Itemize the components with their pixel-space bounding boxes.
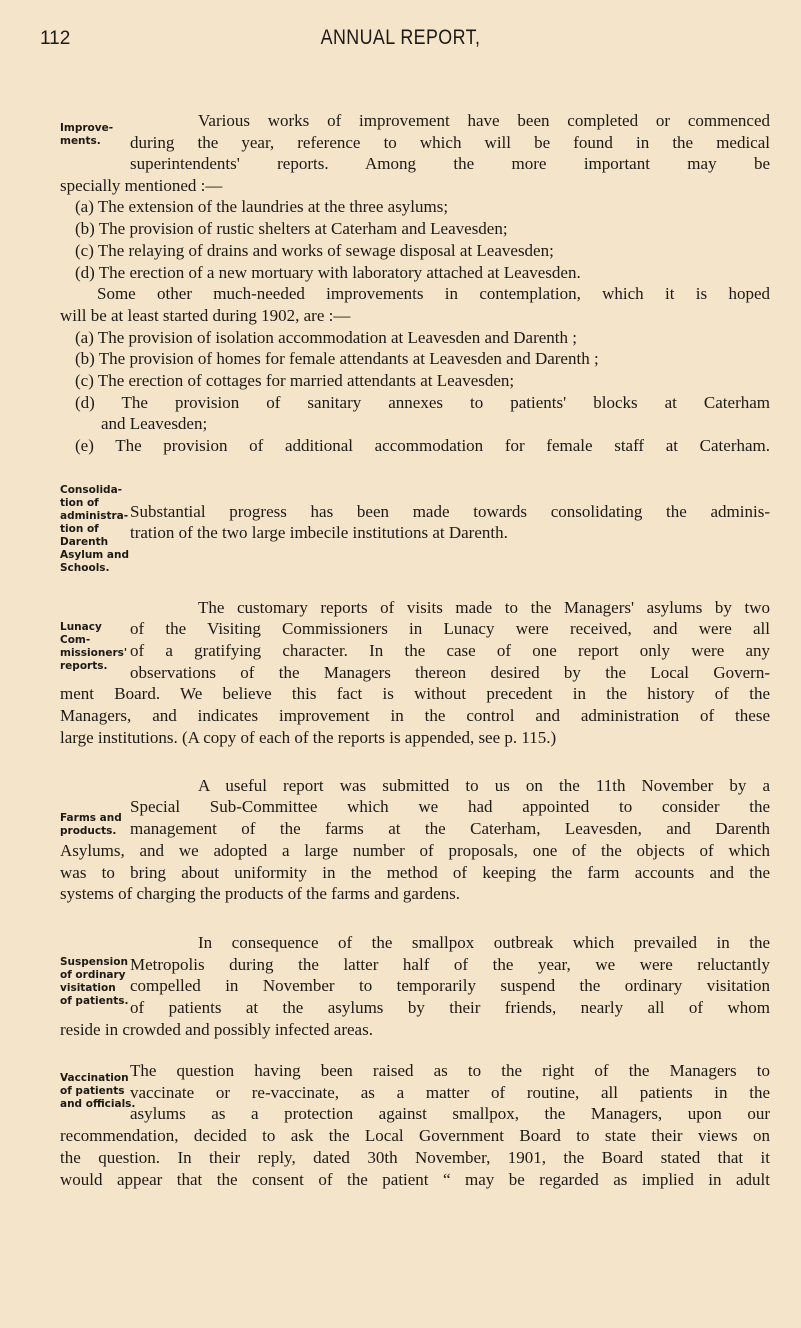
text-line: vaccinate or re-vaccinate, as a matter of routine, all patients in the <box>130 1083 770 1102</box>
margin-note-line: tion of <box>60 497 99 509</box>
margin-note-line: Suspension <box>60 956 128 968</box>
text-line: In consequence of the smallpox outbreak which prevailed in the <box>198 933 770 952</box>
text-line: (d) The provision of sanitary annexes to patients' blocks at Caterham <box>75 393 770 412</box>
margin-note-line: and officials. <box>60 1098 136 1110</box>
text-line: reside in crowded and possibly infected areas. <box>60 1020 373 1039</box>
text-line: Managers, and indicates improvement in the control and administration of these <box>60 706 770 725</box>
margin-note-line: Vaccination <box>60 1072 129 1084</box>
text-line: during the year, reference to which will be found in the medical <box>130 133 770 152</box>
text-line: ment Board. We believe this fact is without precedent in the history of the <box>60 684 770 703</box>
text-line: Asylums, and we adopted a large number of proposals, one of the objects of which <box>60 841 770 860</box>
margin-note-line: Improve- <box>60 122 114 134</box>
text-line: The question having been raised as to the right of the Managers to <box>130 1061 770 1080</box>
margin-note-line: reports. <box>60 660 108 672</box>
text-line: large institutions. (A copy of each of the reports is appended, see p. 115.) <box>60 728 557 747</box>
text-line: asylums as a protection against smallpox, the Managers, upon our <box>130 1104 770 1123</box>
text-line: A useful report was submitted to us on the 11th November by a <box>198 776 770 795</box>
margin-note-line: Com- <box>60 634 91 646</box>
text-line: Special Sub-Committee which we had appointed to consider the <box>130 797 770 816</box>
margin-note-line: Lunacy <box>60 621 102 633</box>
margin-note-suspension-of-visitation <box>60 956 129 1008</box>
page-number: 112 <box>40 28 71 49</box>
margin-note-line: products. <box>60 825 117 837</box>
text-line: Some other much-needed improvements in contemplation, which it is hoped <box>97 284 770 303</box>
text-line: of patients at the asylums by their friends, nearly all of whom <box>130 998 770 1017</box>
text-line: Various works of improvement have been completed or commenced <box>198 111 770 130</box>
margin-note-line: of patients <box>60 1085 125 1097</box>
text-line: (a) The provision of isolation accommodation at Leavesden and Darenth ; <box>75 328 577 347</box>
text-line: compelled in November to temporarily suspend the ordinary visitation <box>130 976 770 995</box>
text-line: (b) The provision of homes for female attendants at Leavesden and Darenth ; <box>75 349 599 368</box>
margin-note-line: administra- <box>60 510 129 522</box>
text-line: would appear that the consent of the patient “ may be regarded as implied in adult <box>60 1170 770 1189</box>
text-line: systems of charging the products of the farms and gardens. <box>60 884 461 903</box>
text-line: (c) The relaying of drains and works of sewage disposal at Leavesden; <box>75 241 554 260</box>
text-line: The customary reports of visits made to the Managers' asylums by two <box>198 598 770 617</box>
margin-note-consolidation <box>60 484 129 575</box>
text-line: recommendation, decided to ask the Local Government Board to state their views on <box>60 1126 770 1145</box>
margin-note-improvements <box>60 122 113 148</box>
text-line: (b) The provision of rustic shelters at Caterham and Leavesden; <box>75 219 508 238</box>
margin-note-farms-and-products <box>60 812 122 838</box>
margin-note-line: of patients. <box>60 995 129 1007</box>
margin-note-line: Darenth <box>60 536 109 548</box>
margin-note-lunacy-commissioners-reports <box>60 621 127 673</box>
running-head: ANNUAL REPORT, <box>320 26 481 49</box>
text-line: the question. In their reply, dated 30th November, 1901, the Board stated that it <box>60 1148 770 1167</box>
text-line: and Leavesden; <box>101 414 208 433</box>
text-line: Substantial progress has been made towards consolidating the adminis- <box>130 502 770 521</box>
margin-note-line: Farms and <box>60 812 122 824</box>
text-line: superintendents' reports. Among the more important may be <box>130 154 770 173</box>
text-line: observations of the Managers thereon desired by the Local Govern- <box>130 663 770 682</box>
text-line: of a gratifying character. In the case of one report only were any <box>130 641 770 660</box>
text-line: management of the farms at the Caterham, Leavesden, and Darenth <box>130 819 770 838</box>
text-line: (e) The provision of additional accommodation for female staff at Caterham. <box>75 436 770 455</box>
text-line: specially mentioned :— <box>60 176 223 195</box>
margin-note-line: Schools. <box>60 562 110 574</box>
text-line: tration of the two large imbecile institutions at Darenth. <box>130 523 508 542</box>
text-line: (a) The extension of the laundries at the three asylums; <box>75 197 449 216</box>
margin-note-line: ments. <box>60 135 101 147</box>
margin-note-line: visitation <box>60 982 116 994</box>
margin-note-line: Consolida- <box>60 484 123 496</box>
text-line: (d) The erection of a new mortuary with laboratory attached at Leavesden. <box>75 263 581 282</box>
text-line: of the Visiting Commissioners in Lunacy were received, and were all <box>130 619 770 638</box>
text-line: will be at least started during 1902, are :— <box>60 306 351 325</box>
text-line: was to bring about uniformity in the method of keeping the farm accounts and the <box>60 863 770 882</box>
margin-note-vaccination <box>60 1072 135 1111</box>
text-line: (c) The erection of cottages for married attendants at Leavesden; <box>75 371 515 390</box>
margin-note-line: of ordinary <box>60 969 126 981</box>
margin-note-line: tion of <box>60 523 99 535</box>
margin-note-line: missioners' <box>60 647 128 659</box>
margin-note-line: Asylum and <box>60 549 129 561</box>
text-line: Metropolis during the latter half of the year, we were reluctantly <box>130 955 770 974</box>
